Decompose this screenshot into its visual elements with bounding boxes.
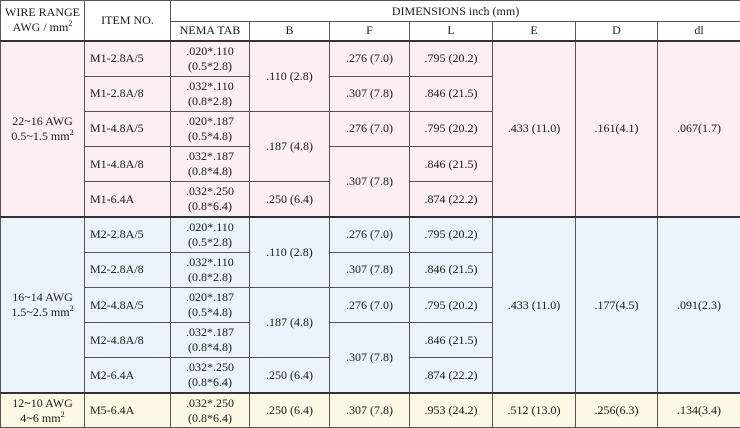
wire-awg: 22~16 AWG bbox=[12, 113, 73, 128]
tab-inch: .020*.187 bbox=[186, 290, 234, 305]
item-no-cell: M5-6.4A bbox=[85, 393, 171, 427]
wire-awg: 16~14 AWG bbox=[12, 290, 73, 305]
d-cell: .161(4.1) bbox=[576, 41, 658, 217]
f-cell: .307 (7.8) bbox=[330, 252, 410, 287]
header-e: E bbox=[493, 22, 576, 41]
item-no-cell: M2-6.4A bbox=[85, 358, 171, 393]
f-cell: .307 (7.8) bbox=[330, 323, 410, 393]
nema-tab-cell bbox=[171, 76, 250, 111]
l-cell: .874 (22.2) bbox=[410, 182, 493, 217]
nema-tab-cell bbox=[171, 41, 250, 76]
l-cell: .846 (21.5) bbox=[410, 252, 493, 287]
header-l: L bbox=[410, 22, 493, 41]
tab-inch: .020*.187 bbox=[186, 113, 234, 128]
tab-inch: .032*.250 bbox=[186, 395, 234, 410]
nema-tab-cell bbox=[171, 252, 250, 287]
f-cell: .276 (7.0) bbox=[330, 217, 410, 252]
b-cell: .110 (2.8) bbox=[250, 41, 330, 111]
tab-inch: .032*.250 bbox=[186, 360, 234, 375]
wire-range-cell bbox=[1, 217, 85, 393]
tab-mm: (0.8*4.8) bbox=[188, 164, 232, 179]
header-wire-range-unit-sup: 2 bbox=[68, 19, 73, 29]
wire-range-cell bbox=[1, 41, 85, 217]
f-cell: .276 (7.0) bbox=[330, 287, 410, 322]
wire-mm-sup: 2 bbox=[69, 304, 74, 314]
tab-inch: .032*.110 bbox=[186, 78, 234, 93]
header-wire-range-unit: AWG / mm bbox=[12, 20, 69, 35]
table-row bbox=[1, 393, 740, 427]
d-cell: .256(6.3) bbox=[576, 393, 658, 427]
tab-mm: (0.8*2.8) bbox=[188, 93, 232, 108]
header-d1: dl bbox=[658, 22, 740, 41]
e-cell: .433 (11.0) bbox=[493, 41, 576, 217]
item-no-cell: M1-2.8A/5 bbox=[85, 41, 171, 76]
tab-mm: (0.5*2.8) bbox=[188, 234, 232, 249]
table-row bbox=[1, 217, 740, 252]
nema-tab-cell bbox=[171, 146, 250, 181]
header-row bbox=[1, 1, 740, 22]
l-cell: .795 (20.2) bbox=[410, 217, 493, 252]
header-dimensions: DIMENSIONS inch (mm) bbox=[171, 1, 740, 22]
d1-cell: .067(1.7) bbox=[658, 41, 740, 217]
b-cell: .187 (4.8) bbox=[250, 287, 330, 357]
header-wire-range bbox=[1, 1, 85, 41]
nema-tab-cell bbox=[171, 217, 250, 252]
item-no-cell: M2-2.8A/5 bbox=[85, 217, 171, 252]
nema-tab-cell bbox=[171, 287, 250, 322]
wire-mm-sup: 2 bbox=[60, 409, 65, 419]
tab-mm: (0.8*6.4) bbox=[188, 375, 232, 390]
l-cell: .846 (21.5) bbox=[410, 146, 493, 181]
b-cell: .250 (6.4) bbox=[250, 393, 330, 427]
wire-mm: 0.5~1.5 mm bbox=[11, 128, 70, 143]
wire-awg: 12~10 AWG bbox=[12, 395, 73, 410]
tab-inch: .032*.110 bbox=[186, 254, 234, 269]
f-cell: .307 (7.8) bbox=[330, 76, 410, 111]
d1-cell: .134(3.4) bbox=[658, 393, 740, 427]
tab-mm: (0.8*6.4) bbox=[188, 410, 232, 425]
tab-mm: (0.8*2.8) bbox=[188, 269, 232, 284]
f-cell: .276 (7.0) bbox=[330, 111, 410, 146]
b-cell: .110 (2.8) bbox=[250, 217, 330, 287]
tab-inch: .032*.187 bbox=[186, 149, 234, 164]
l-cell: .846 (21.5) bbox=[410, 76, 493, 111]
wire-mm-sup: 2 bbox=[69, 127, 74, 137]
nema-tab-cell bbox=[171, 358, 250, 393]
header-f: F bbox=[330, 22, 410, 41]
tab-inch: .020*.110 bbox=[186, 219, 234, 234]
tab-inch: .032*.250 bbox=[186, 184, 234, 199]
l-cell: .846 (21.5) bbox=[410, 323, 493, 358]
item-no-cell: M2-4.8A/5 bbox=[85, 287, 171, 322]
l-cell: .795 (20.2) bbox=[410, 41, 493, 76]
e-cell: .433 (11.0) bbox=[493, 217, 576, 393]
b-cell: .250 (6.4) bbox=[250, 358, 330, 393]
nema-tab-cell bbox=[171, 111, 250, 146]
wire-range-cell bbox=[1, 393, 85, 427]
d1-cell: .091(2.3) bbox=[658, 217, 740, 393]
nema-tab-cell bbox=[171, 393, 250, 427]
tab-inch: .020*.110 bbox=[186, 43, 234, 58]
tab-mm: (0.8*6.4) bbox=[188, 199, 232, 214]
item-no-cell: M1-4.8A/8 bbox=[85, 146, 171, 181]
tab-mm: (0.8*4.8) bbox=[188, 340, 232, 355]
tab-mm: (0.5*4.8) bbox=[188, 128, 232, 143]
header-wire-range-label: WIRE RANGE bbox=[5, 5, 80, 20]
f-cell: .307 (7.8) bbox=[330, 393, 410, 427]
nema-tab-cell bbox=[171, 182, 250, 217]
l-cell: .795 (20.2) bbox=[410, 111, 493, 146]
header-d: D bbox=[576, 22, 658, 41]
tab-mm: (0.5*4.8) bbox=[188, 305, 232, 320]
item-no-cell: M1-2.8A/8 bbox=[85, 76, 171, 111]
wire-mm: 4~6 mm bbox=[20, 410, 61, 425]
header-item-no: ITEM NO. bbox=[85, 1, 171, 41]
l-cell: .953 (24.2) bbox=[410, 393, 493, 427]
l-cell: .795 (20.2) bbox=[410, 287, 493, 322]
d-cell: .177(4.5) bbox=[576, 217, 658, 393]
f-cell: .276 (7.0) bbox=[330, 41, 410, 76]
tab-inch: .032*.187 bbox=[186, 325, 234, 340]
item-no-cell: M1-4.8A/5 bbox=[85, 111, 171, 146]
l-cell: .874 (22.2) bbox=[410, 358, 493, 393]
item-no-cell: M1-6.4A bbox=[85, 182, 171, 217]
header-nema-tab: NEMA TAB bbox=[171, 22, 250, 41]
wire-mm: 1.5~2.5 mm bbox=[11, 305, 70, 320]
item-no-cell: M2-4.8A/8 bbox=[85, 323, 171, 358]
item-no-cell: M2-2.8A/8 bbox=[85, 252, 171, 287]
tab-mm: (0.5*2.8) bbox=[188, 58, 232, 73]
b-cell: .187 (4.8) bbox=[250, 111, 330, 181]
f-cell: .307 (7.8) bbox=[330, 146, 410, 216]
table-row bbox=[1, 41, 740, 76]
nema-tab-cell bbox=[171, 323, 250, 358]
b-cell: .250 (6.4) bbox=[250, 182, 330, 217]
header-b: B bbox=[250, 22, 330, 41]
e-cell: .512 (13.0) bbox=[493, 393, 576, 427]
